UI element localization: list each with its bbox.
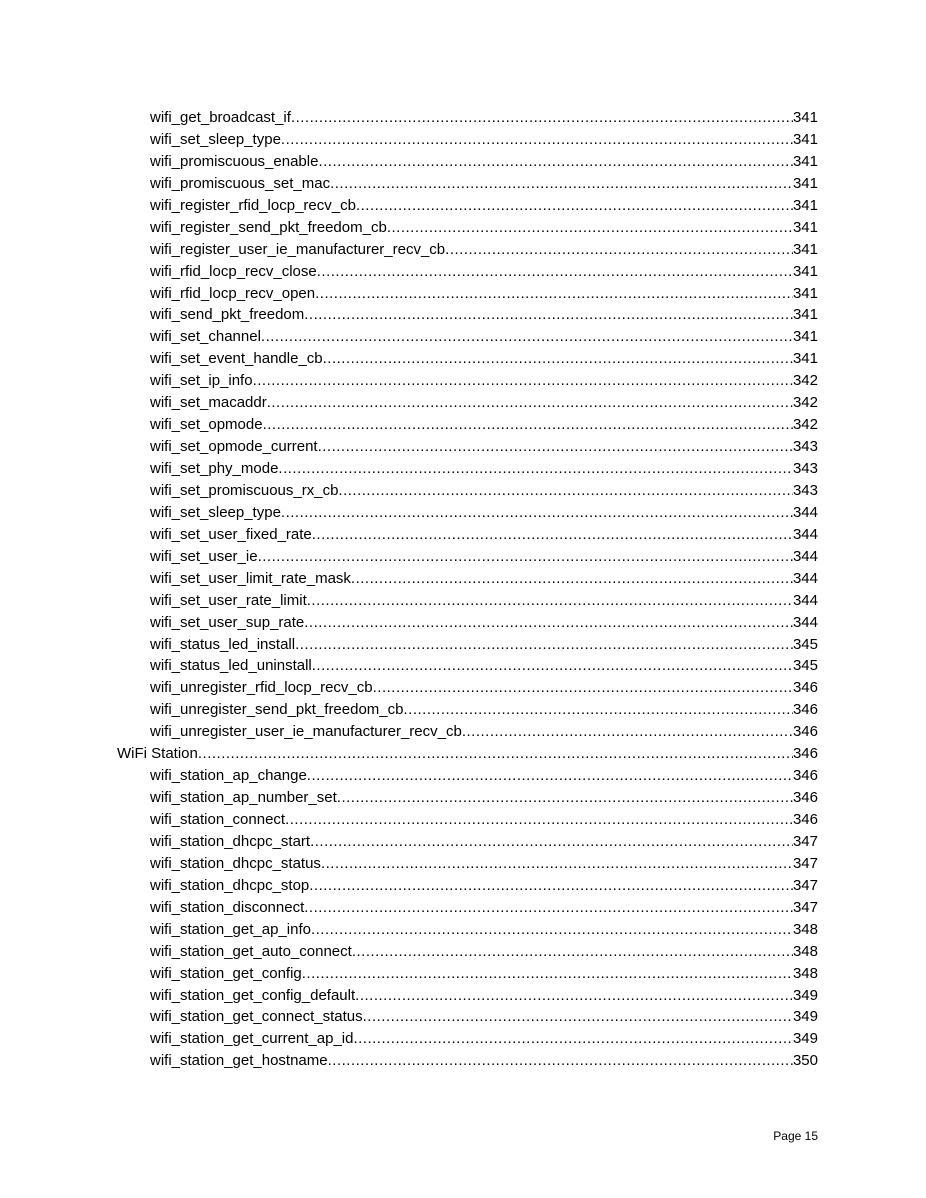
toc-row[interactable] bbox=[117, 524, 818, 546]
toc-entry-page: 347 bbox=[792, 854, 818, 872]
toc-entry-page: 341 bbox=[792, 152, 818, 170]
toc-row[interactable] bbox=[117, 919, 818, 941]
toc-entry-page: 344 bbox=[792, 569, 818, 587]
toc-entry-label: wifi_set_promiscuous_rx_cb bbox=[150, 481, 339, 499]
toc-leader-dots bbox=[304, 612, 793, 634]
toc-entry-page: 341 bbox=[792, 130, 818, 148]
toc-row[interactable] bbox=[117, 195, 818, 217]
toc-leader-dots bbox=[253, 370, 793, 392]
toc-row[interactable] bbox=[117, 107, 818, 129]
toc-row[interactable] bbox=[117, 392, 818, 414]
toc-entry-page: 349 bbox=[792, 986, 818, 1004]
toc-entry-label: wifi_set_opmode bbox=[150, 416, 263, 434]
toc-entry-label: wifi_unregister_send_pkt_freedom_cb bbox=[150, 701, 404, 719]
toc-leader-dots bbox=[328, 1050, 793, 1072]
toc-entry-label: wifi_station_disconnect bbox=[150, 898, 305, 916]
toc-row[interactable] bbox=[117, 875, 818, 897]
toc-leader-dots bbox=[281, 129, 793, 151]
toc-row[interactable] bbox=[117, 173, 818, 195]
toc-entry-page: 345 bbox=[792, 657, 818, 675]
toc-row[interactable] bbox=[117, 853, 818, 875]
toc-entry-label: wifi_station_get_auto_connect bbox=[150, 942, 352, 960]
toc-leader-dots bbox=[304, 897, 793, 919]
toc-row[interactable] bbox=[117, 436, 818, 458]
toc-entry-label: wifi_promiscuous_set_mac bbox=[150, 174, 331, 192]
toc-entry-page: 346 bbox=[792, 679, 818, 697]
toc-leader-dots bbox=[330, 173, 793, 195]
toc-row[interactable] bbox=[117, 304, 818, 326]
toc-entry-label: wifi_set_sleep_type bbox=[150, 503, 281, 521]
toc-entry-label: wifi_set_ip_info bbox=[150, 372, 253, 390]
toc-entry-label: wifi_station_get_ap_info bbox=[150, 920, 311, 938]
toc-leader-dots bbox=[323, 348, 793, 370]
toc-entry-page: 341 bbox=[792, 109, 818, 126]
toc-entry-page: 347 bbox=[792, 898, 818, 916]
toc-entry-page: 344 bbox=[792, 591, 818, 609]
toc-leader-dots bbox=[337, 787, 793, 809]
page-number-footer: Page 15 bbox=[773, 1129, 818, 1143]
toc-entry-label: wifi_set_event_handle_cb bbox=[150, 350, 323, 368]
toc-row[interactable] bbox=[117, 217, 818, 239]
toc-leader-dots bbox=[307, 765, 793, 787]
toc-entry-label: wifi_register_user_ie_manufacturer_recv_cb bbox=[150, 240, 446, 258]
toc-entry-label: wifi_set_phy_mode bbox=[150, 460, 279, 477]
toc-row[interactable] bbox=[117, 129, 818, 151]
toc-entry-page: 342 bbox=[792, 394, 818, 412]
toc-entry-label: wifi_set_user_ie bbox=[150, 547, 258, 565]
toc-entry-label: wifi_station_connect bbox=[150, 811, 286, 828]
toc-leader-dots bbox=[338, 480, 793, 502]
toc-entry-page: 341 bbox=[792, 262, 818, 280]
toc-entry-label: wifi_station_get_current_ap_id bbox=[150, 1030, 354, 1048]
toc-row[interactable] bbox=[117, 546, 818, 568]
toc-entry-label: wifi_station_get_config bbox=[150, 964, 302, 982]
toc-row[interactable] bbox=[117, 348, 818, 370]
toc-entry-page: 346 bbox=[792, 767, 818, 785]
toc-leader-dots bbox=[281, 502, 793, 524]
toc-entry-label: wifi_set_user_fixed_rate bbox=[150, 525, 312, 543]
toc-leader-dots bbox=[373, 677, 793, 699]
toc-entry-page: 343 bbox=[792, 438, 818, 456]
toc-entry-label: wifi_status_led_uninstall bbox=[150, 657, 312, 675]
toc-entry-label: wifi_set_macaddr bbox=[150, 394, 267, 412]
toc-leader-dots bbox=[318, 151, 793, 173]
toc-entry-page: 341 bbox=[792, 196, 818, 214]
toc-entry-label: wifi_promiscuous_enable bbox=[150, 152, 319, 170]
toc-leader-dots bbox=[352, 941, 793, 963]
toc-row[interactable] bbox=[117, 502, 818, 524]
toc-entry-label: wifi_rfid_locp_recv_open bbox=[150, 284, 316, 302]
toc-leader-dots bbox=[263, 414, 793, 436]
toc-entry-page: 342 bbox=[792, 416, 818, 434]
toc-entry-page: 344 bbox=[792, 613, 818, 631]
toc-row[interactable] bbox=[117, 963, 818, 985]
toc-entry-label: wifi_set_user_rate_limit bbox=[150, 591, 307, 609]
toc-entry-label: wifi_unregister_rfid_locp_recv_cb bbox=[150, 679, 373, 697]
toc-leader-dots bbox=[198, 743, 793, 765]
toc-row[interactable] bbox=[117, 1006, 818, 1028]
toc-row[interactable] bbox=[117, 787, 818, 809]
toc-entry-label: WiFi Station bbox=[117, 745, 198, 763]
toc-entry-page: 341 bbox=[792, 218, 818, 236]
toc-entry-label: wifi_rfid_locp_recv_close bbox=[150, 262, 317, 280]
toc-entry-label: wifi_set_opmode_current bbox=[150, 438, 318, 456]
toc-row[interactable] bbox=[117, 634, 818, 656]
toc-leader-dots bbox=[315, 283, 793, 305]
toc-leader-dots bbox=[307, 590, 793, 612]
toc-entry-label: wifi_station_ap_change bbox=[150, 767, 307, 785]
toc-entry-page: 341 bbox=[792, 328, 818, 346]
toc-leader-dots bbox=[317, 261, 793, 283]
toc-row[interactable] bbox=[117, 590, 818, 612]
toc-row[interactable] bbox=[117, 239, 818, 261]
toc-entry-label: wifi_set_user_sup_rate bbox=[150, 613, 305, 631]
toc-leader-dots bbox=[309, 875, 793, 897]
toc-row[interactable] bbox=[117, 699, 818, 721]
toc-row[interactable] bbox=[117, 765, 818, 787]
toc-entry-page: 350 bbox=[792, 1052, 818, 1070]
toc-row[interactable] bbox=[117, 414, 818, 436]
toc-row[interactable] bbox=[117, 985, 818, 1007]
toc-row[interactable] bbox=[117, 831, 818, 853]
toc-leader-dots bbox=[353, 1028, 793, 1050]
toc-entry-page: 348 bbox=[792, 964, 818, 982]
toc-entry-page: 341 bbox=[792, 240, 818, 258]
toc-leader-dots bbox=[462, 721, 793, 743]
toc-leader-dots bbox=[403, 699, 792, 721]
toc-entry-page: 349 bbox=[792, 1008, 818, 1026]
toc-entry-label: wifi_register_send_pkt_freedom_cb bbox=[150, 218, 387, 236]
toc-entry-page: 345 bbox=[792, 635, 818, 653]
toc-entry-page: 344 bbox=[792, 525, 818, 543]
toc-leader-dots bbox=[318, 436, 793, 458]
toc-entry-label: wifi_station_get_hostname bbox=[150, 1052, 328, 1070]
toc-entry-page: 343 bbox=[792, 481, 818, 499]
toc-leader-dots bbox=[267, 392, 793, 414]
toc-leader-dots bbox=[321, 853, 793, 875]
toc-leader-dots bbox=[285, 809, 793, 831]
toc-row[interactable] bbox=[117, 568, 818, 590]
toc-leader-dots bbox=[291, 107, 793, 129]
toc-leader-dots bbox=[295, 634, 793, 656]
toc-leader-dots bbox=[261, 326, 793, 348]
toc-entry-page: 346 bbox=[792, 789, 818, 807]
toc-row[interactable] bbox=[117, 897, 818, 919]
toc-row[interactable] bbox=[117, 941, 818, 963]
toc-row[interactable] bbox=[117, 283, 818, 305]
toc-leader-dots bbox=[363, 1006, 793, 1028]
toc-entry-page: 342 bbox=[792, 372, 818, 390]
toc-leader-dots bbox=[278, 458, 793, 480]
toc-leader-dots bbox=[304, 304, 793, 326]
toc-leader-dots bbox=[311, 919, 793, 941]
toc-entry-label: wifi_set_channel bbox=[150, 328, 261, 346]
toc-entry-page: 341 bbox=[792, 306, 818, 324]
toc-entry-page: 344 bbox=[792, 503, 818, 521]
toc-row[interactable] bbox=[117, 1028, 818, 1050]
toc-entry-label: wifi_set_user_limit_rate_mask bbox=[150, 569, 351, 587]
toc-entry-page: 348 bbox=[792, 920, 818, 938]
toc-leader-dots bbox=[387, 217, 793, 239]
toc-entry-page: 344 bbox=[792, 547, 818, 565]
toc-entry-page: 347 bbox=[792, 832, 818, 850]
toc-row[interactable] bbox=[117, 743, 818, 765]
toc-row[interactable] bbox=[117, 326, 818, 348]
toc-leader-dots bbox=[356, 195, 793, 217]
toc-entry-page: 341 bbox=[792, 174, 818, 192]
toc-entry-label: wifi_station_dhcpc_start bbox=[150, 832, 311, 850]
toc-entry-label: wifi_send_pkt_freedom bbox=[150, 306, 305, 324]
toc-entry-label: wifi_station_get_connect_status bbox=[150, 1008, 363, 1026]
toc-entry-page: 341 bbox=[792, 284, 818, 302]
toc-row[interactable] bbox=[117, 721, 818, 743]
toc-entry-label: wifi_station_get_config_default bbox=[150, 986, 356, 1004]
toc-leader-dots bbox=[355, 985, 793, 1007]
toc-leader-dots bbox=[351, 568, 793, 590]
toc-row[interactable] bbox=[117, 809, 818, 831]
toc-entry-label: wifi_set_sleep_type bbox=[150, 130, 281, 148]
toc-leader-dots bbox=[310, 831, 793, 853]
toc-entry-label: wifi_unregister_user_ie_manufacturer_recv_cb bbox=[150, 723, 462, 741]
toc-entry-page: 341 bbox=[792, 350, 818, 368]
toc-entry-page: 343 bbox=[792, 460, 818, 477]
toc-leader-dots bbox=[258, 546, 793, 568]
toc-row[interactable] bbox=[117, 151, 818, 173]
toc-list bbox=[117, 107, 818, 1072]
toc-entry-page: 346 bbox=[792, 723, 818, 741]
toc-row[interactable] bbox=[117, 655, 818, 677]
toc-entry-page: 347 bbox=[792, 876, 818, 894]
toc-entry-page: 346 bbox=[792, 745, 818, 763]
toc-entry-page: 349 bbox=[792, 1030, 818, 1048]
toc-row[interactable] bbox=[117, 480, 818, 502]
toc-entry-page: 346 bbox=[792, 701, 818, 719]
toc-row[interactable] bbox=[117, 261, 818, 283]
toc-entry-page: 346 bbox=[792, 811, 818, 828]
toc-entry-label: wifi_register_rfid_locp_recv_cb bbox=[150, 196, 356, 214]
toc-entry-label: wifi_station_dhcpc_status bbox=[150, 854, 321, 872]
toc-leader-dots bbox=[302, 963, 793, 985]
toc-row[interactable] bbox=[117, 458, 818, 480]
toc-leader-dots bbox=[312, 524, 793, 546]
toc-row[interactable] bbox=[117, 370, 818, 392]
toc-entry-label: wifi_status_led_install bbox=[150, 635, 296, 653]
toc-row[interactable] bbox=[117, 1050, 818, 1072]
toc-entry-label: wifi_station_dhcpc_stop bbox=[150, 876, 310, 894]
toc-entry-label: wifi_station_ap_number_set bbox=[150, 789, 337, 807]
toc-leader-dots bbox=[312, 655, 793, 677]
toc-entry-page: 348 bbox=[792, 942, 818, 960]
toc-entry-label: wifi_get_broadcast_if bbox=[150, 109, 291, 126]
toc-row[interactable] bbox=[117, 677, 818, 699]
toc-leader-dots bbox=[445, 239, 793, 261]
toc-row[interactable] bbox=[117, 612, 818, 634]
